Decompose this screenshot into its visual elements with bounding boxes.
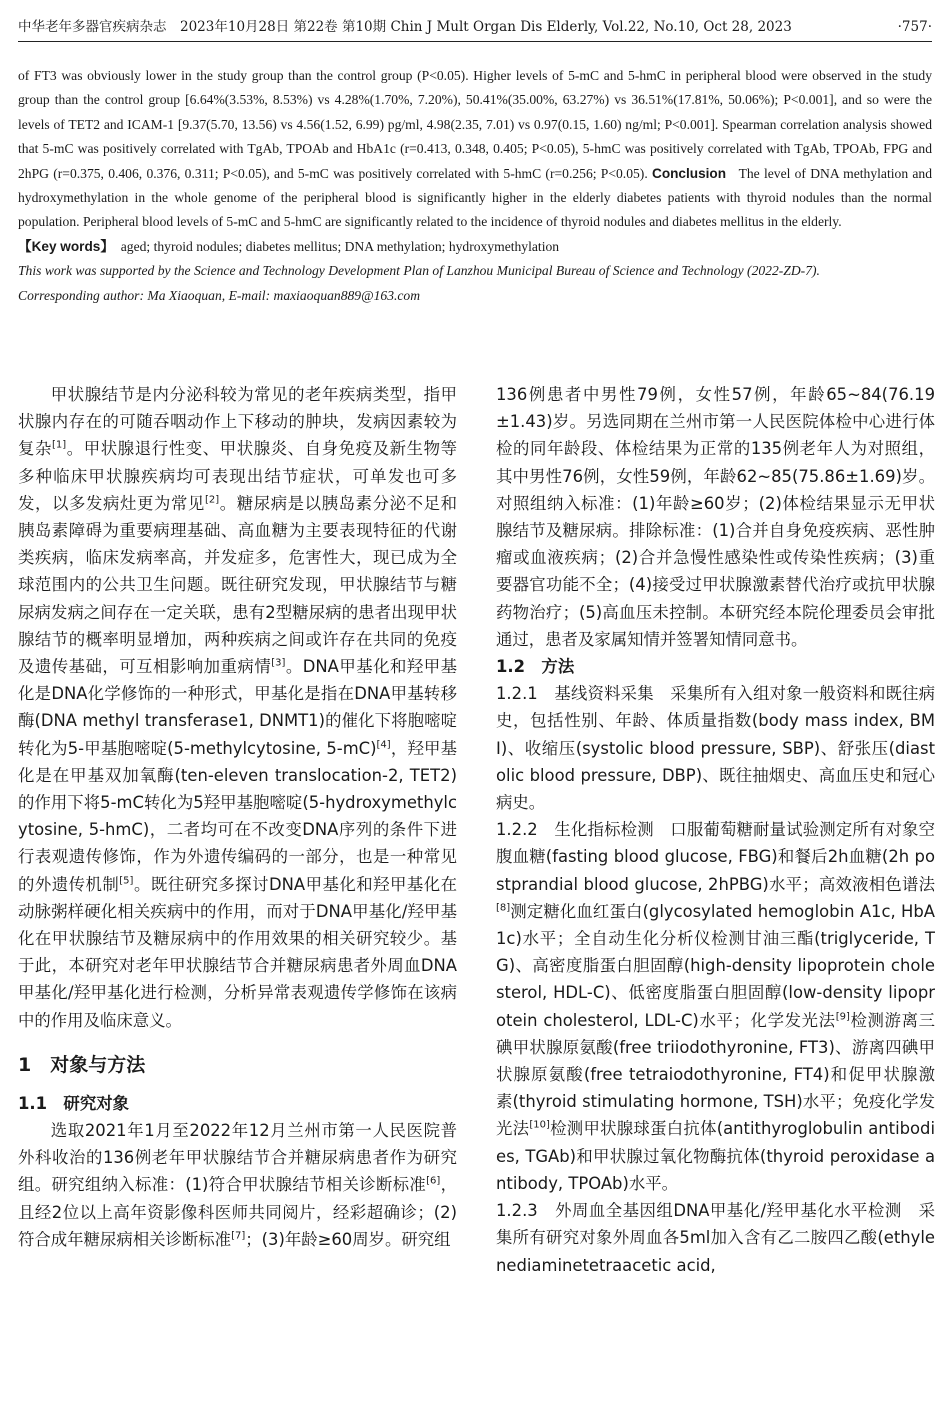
subjects-paragraph: 选取2021年1月至2022年12月兰州市第一人民医院普外科收治的136例老年甲状腺结节合并糖尿病患者作为研究组。研究组纳入标准：(1)符合甲状腺结节相关诊断标准[6]，且经2位以上高年资影像科医师共同阅片，经彩超确诊；(2)符合成年糖尿病相关诊断标准[7]；(3)年龄≥60周岁。研究组 (18, 1121, 457, 1249)
corresponding-author: Corresponding author: Ma Xiaoquan, E-mail: maxiaoquan889@163.com (18, 287, 421, 303)
abstract-results-text: of FT3 was obviously lower in the study group than the control group (P<0.05). Higher levels of 5-mC and 5-hmC in peripheral blood were observed in the study group than the control group [6.64%(3.53%, 8.53%) vs 4.28%(1.70%, 7.20%), 50.41%(35.00%, 63.27%) vs 36.51%(17.81%, 50.06%); P<0.001], and so were the levels of TET2 and ICAM-1 [9.37(5.70, 13.56) vs 4.56(1.52, 6.99) pg/ml, 4.98(2.35, 7.01) vs 0.97(0.15, 1.60) ng/ml; P<0.001]. Spearman correlation analysis showed that 5-mC was positively correlated with TgAb, TPOAb and HbA1c (r=0.413, 0.348, 0.405; P<0.05), 5-hmC was positively correlated with TgAb, TPOAb, FPG and 2hPG (r=0.375, 0.406, 0.376, 0.311; P<0.05), and 5-mC was positively correlated with 5-hmC (r=0.256; P<0.05). (18, 68, 932, 181)
citation-ref[interactable]: [3] (271, 657, 286, 669)
introduction-paragraph: 甲状腺结节是内分泌科较为常见的老年疾病类型，指甲状腺内存在的可随吞咽动作上下移动的肿块，发病因素较为复杂[1]。甲状腺退行性变、甲状腺炎、自身免疫及新生物等多种临床甲状腺疾病均可表现出结节症状，可单发也可多发，以多发病灶更为常见[2]。糖尿病是以胰岛素分泌不足和胰岛素障碍为重要病理基础、高血糖为主要表现特征的代谢类疾病，临床发病率高，并发症多，危害性大，现已成为全球范围内的公共卫生问题。既往研究发现，甲状腺结节与糖尿病发病之间存在一定关联，患有2型糖尿病的患者出现甲状腺结节的概率明显增加，两种疾病之间或许存在共同的免疫及遗传基础，可互相影响加重病情[3]。DNA甲基化和羟甲基化是DNA化学修饰的一种形式，甲基化是指在DNA甲基转移酶(DNA methyl transferase1, DNMT1)的催化下将胞嘧啶转化为5-甲基胞嘧啶(5-methylcytosine, 5-mC)[4]，羟甲基化是在甲基双加氧酶(ten-eleven translocation-2, TET2)的作用下将5-mC转化为5羟甲基胞嘧啶(5-hydroxymethylcytosine, 5-hmC)，二者均可在不改变DNA序列的条件下进行表观遗传修饰，作为外遗传编码的一部分，也是一种常见的外遗传机制[5]。既往研究多探讨DNA甲基化和羟甲基化在动脉粥样硬化相关疾病中的作用，而对于DNA甲基化/羟甲基化在甲状腺结节及糖尿病中的作用效果的相关研究较少。基于此，本研究对老年甲状腺结节合并糖尿病患者外周血DNA甲基化/羟甲基化进行检测，分析异常表观遗传学修饰在该病中的作用及临床意义。 (18, 385, 457, 1030)
citation-ref[interactable]: [9] (835, 1011, 850, 1023)
journal-citation-header: 中华老年多器官疾病杂志 2023年10月28日 第22卷 第10期 Chin J Mult Organ Dis Elderly, Vol.22, No.10, Oct 28, 2023 (18, 19, 792, 35)
right-column (496, 381, 935, 1411)
running-header (18, 16, 932, 42)
citation-ref[interactable]: [4] (376, 739, 391, 751)
keywords-label: 【Key words】 (18, 238, 114, 254)
left-column (18, 381, 457, 1411)
conclusion-label: Conclusion (652, 165, 727, 181)
citation-ref[interactable]: [5] (119, 875, 134, 887)
citation-ref[interactable]: [6] (426, 1176, 441, 1188)
baseline-data-paragraph: 1.2.1 基线资料采集 采集所有入组对象一般资料和既往病史，包括性别、年龄、体质量指数(body mass index, BMI)、收缩压(systolic blood pressure, SBP)、舒张压(diastolic blood pressure, DBP)、既往抽烟史、高血压史和冠心病史。 (496, 684, 935, 813)
methylation-paragraph: 1.2.3 外周血全基因组DNA甲基化/羟甲基化水平检测 采集所有研究对象外周血各5ml加入含有乙二胺四乙酸(ethylenediaminetetraacetic acid, (496, 1201, 935, 1275)
biochemical-paragraph: 1.2.2 生化指标检测 口服葡萄糖耐量试验测定所有对象空腹血糖(fasting blood glucose, FBG)和餐后2h血糖(2h postprandial blood glucose, 2hPBG)水平；高效液相色谱法[8]测定糖化血红蛋白(glycosylated hemoglobin A1c, HbA1c)水平；全自动生化分析仪检测甘油三酯(triglyceride, TG)、高密度脂蛋白胆固醇(high-density lipoprotein cholesterol, HDL-C)、低密度脂蛋白胆固醇(low-density lipoprotein cholesterol, LDL-C)水平；化学发光法[9]检测游离三碘甲状腺原氨酸(free triiodothyronine, FT3)、游离四碘甲状腺原氨酸(free tetraiodothyronine, FT4)和促甲状腺激素(thyroid stimulating hormone, TSH)水平；免疫化学发光法[10]检测甲状腺球蛋白抗体(antithyroglobulin antibodies, TGAb)和甲状腺过氧化物酶抗体(thyroid peroxidase antibody, TPOAb)水平。 (496, 820, 935, 1193)
citation-ref[interactable]: [7] (231, 1230, 246, 1242)
keywords-line (18, 235, 932, 259)
funding-note: This work was supported by the Science and Technology Development Plan of Lanzhou Municipal Bureau of Science and Technology (2022-ZD-7). (18, 263, 820, 279)
english-abstract (18, 64, 932, 308)
subsection-title-1-2-2: 1.2.2 生化指标检测 (496, 820, 654, 840)
keywords-text: aged; thyroid nodules; diabetes mellitus; DNA methylation; hydroxymethylation (120, 238, 560, 254)
subjects-continued-paragraph: 136例患者中男性79例，女性57例，年龄65~84(76.19±1.43)岁。另选同期在兰州市第一人民医院体检中心进行体检的同年龄段、体检结果为正常的135例老年人为对照组，其中男性76例，女性59例，年龄62~85(75.86±1.69)岁。对照组纳入标准：(1)年龄≥60岁；(2)体检结果显示无甲状腺结节及糖尿病。排除标准：(1)合并自身免疫疾病、恶性肿瘤或血液疾病；(2)合并急慢性感染性或传染性疾病；(3)重要器官功能不全；(4)接受过甲状腺激素替代治疗或抗甲状腺药物治疗；(5)高血压未控制。本研究经本院伦理委员会审批通过，患者及家属知情并签署知情同意书。 (496, 385, 935, 649)
subsection-title-1-2-3: 1.2.3 外周血全基因组DNA甲基化/羟甲基化水平检测 (496, 1201, 902, 1221)
citation-ref[interactable]: [10] (529, 1120, 550, 1132)
section-heading-1-1: 1.1 研究对象 (18, 1093, 129, 1113)
section-heading-1-2: 1.2 方法 (496, 657, 575, 677)
abstract-conclusion-text: The level of DNA methylation and hydroxymethylation in the whole genome of the peripheral blood is significantly higher in the elderly diabetes patients with thyroid nodules than the normal population. Peripheral blood levels of 5-mC and 5-hmC are significantly related to the incidence of thyroid nodules and diabetes mellitus in the elderly. (18, 165, 933, 230)
citation-ref[interactable]: [1] (52, 439, 67, 451)
citation-ref[interactable]: [2] (204, 494, 220, 506)
page-number: ·757· (897, 19, 932, 35)
citation-ref[interactable]: [8] (496, 902, 511, 914)
section-heading-1: 1 对象与方法 (18, 1053, 146, 1076)
subsection-title-1-2-1: 1.2.1 基线资料采集 (496, 684, 654, 704)
